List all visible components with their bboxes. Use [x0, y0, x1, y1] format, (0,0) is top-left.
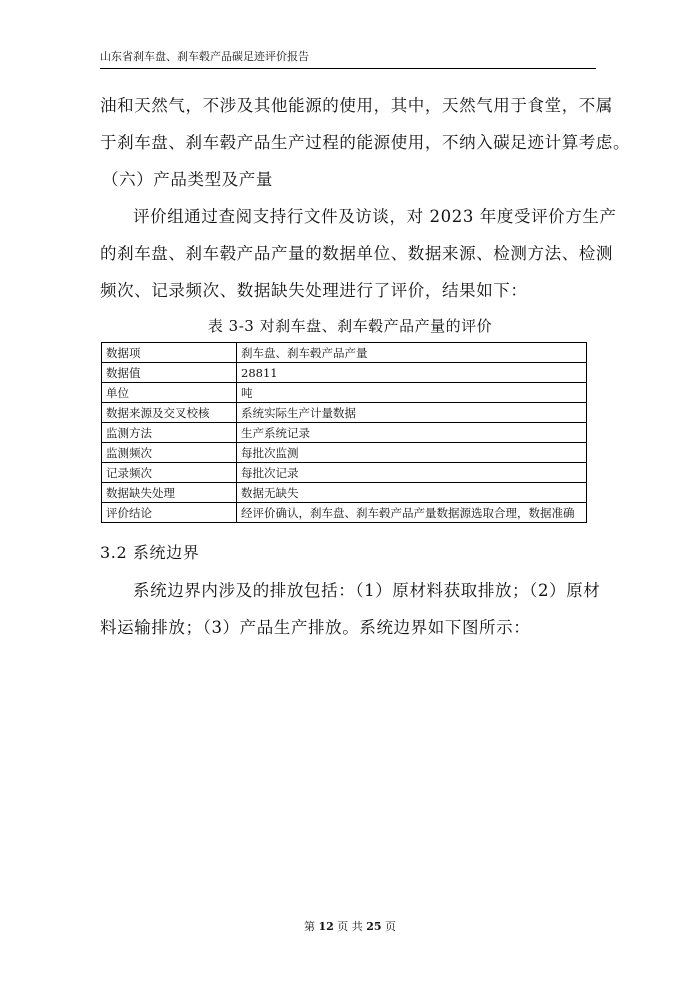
- table-value-cell: 系统实际生产计量数据: [237, 403, 587, 423]
- table-caption: 表 3-3 对刹车盘、刹车毂产品产量的评价: [207, 317, 493, 335]
- boundary-line-2: 料运输排放；（3）产品生产排放。系统边界如下图所示：: [100, 618, 531, 637]
- table-row: [102, 423, 587, 443]
- section-heading: 3.2 系统边界: [100, 543, 200, 562]
- table-row: [102, 503, 587, 523]
- table-key-cell: 数据缺失处理: [102, 483, 237, 503]
- table-row: [102, 403, 587, 423]
- header-title: 山东省刹车盘、刹车毂产品碳足迹评价报告: [100, 50, 309, 63]
- table-row: [102, 383, 587, 403]
- table-value-cell: 每批次监测: [237, 443, 587, 463]
- intro-line-1: 油和天然气，不涉及其他能源的使用，其中，天然气用于食堂，不属: [100, 96, 613, 115]
- footer-prefix: 第: [303, 920, 319, 933]
- table-row: [102, 483, 587, 503]
- table-key-cell: 单位: [102, 383, 237, 403]
- subheading-text: （六）产品类型及产量: [102, 170, 273, 189]
- table-row: [102, 343, 587, 363]
- footer-page-number: 12: [318, 920, 334, 933]
- table-value-cell: 吨: [237, 383, 587, 403]
- eval-line-2: 的刹车盘、刹车毂产品产量的数据单位、数据来源、检测方法、检测: [100, 244, 613, 263]
- footer-middle: 页 共: [333, 920, 367, 933]
- table-row: [102, 363, 587, 383]
- table-key-cell: 记录频次: [102, 463, 237, 483]
- table-value-cell: 刹车盘、刹车毂产品产量: [237, 343, 587, 363]
- footer-suffix: 页: [381, 920, 397, 933]
- intro-line-2: 于刹车盘、刹车毂产品生产过程的能源使用，不纳入碳足迹计算考虑。: [100, 133, 631, 152]
- boundary-line-1: 系统边界内涉及的排放包括：（1）原材料获取排放；（2）原材: [133, 581, 601, 600]
- table-key-cell: 数据值: [102, 363, 237, 383]
- table-key-cell: 监测方法: [102, 423, 237, 443]
- table-key-cell: 评价结论: [102, 503, 237, 523]
- page-footer: [0, 918, 700, 934]
- table-value-cell: 生产系统记录: [237, 423, 587, 443]
- table-row: [102, 463, 587, 483]
- table-key-cell: 监测频次: [102, 443, 237, 463]
- table-value-cell: 每批次记录: [237, 463, 587, 483]
- table-key-cell: 数据来源及交叉校核: [102, 403, 237, 423]
- page-header: [100, 50, 596, 69]
- footer-total-pages: 25: [366, 920, 382, 933]
- table-key-cell: 数据项: [102, 343, 237, 363]
- table-value-cell: 经评价确认，刹车盘、刹车毂产品产量数据源选取合理，数据准确: [237, 503, 587, 523]
- table-value-cell: 数据无缺失: [237, 483, 587, 503]
- evaluation-table: [101, 342, 587, 523]
- eval-line-1: 评价组通过查阅支持行文件及访谈，对 2023 年度受评价方生产: [133, 207, 617, 226]
- table-value-cell: 28811: [237, 363, 587, 383]
- eval-line-3: 频次、记录频次、数据缺失处理进行了评价，结果如下：: [100, 281, 528, 300]
- table-row: [102, 443, 587, 463]
